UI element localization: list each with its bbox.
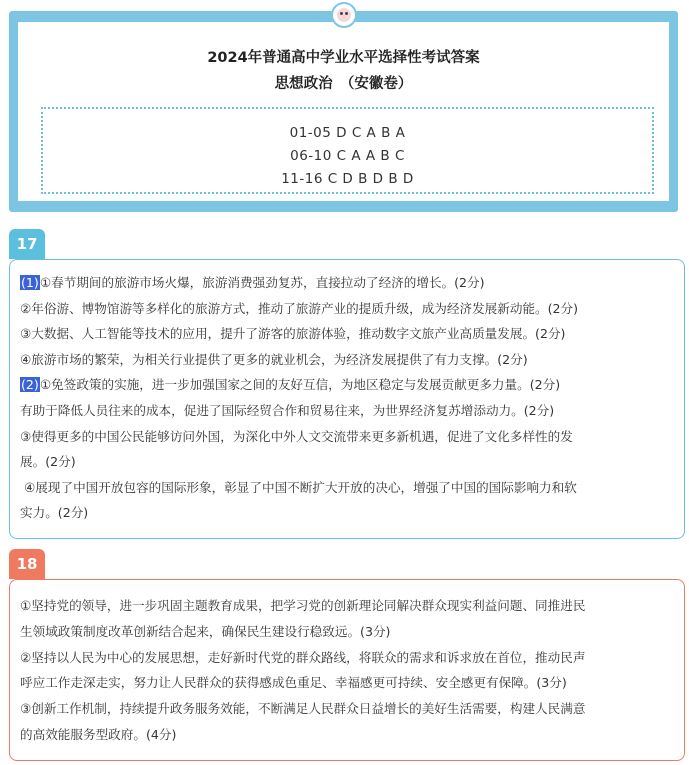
- answer-text: ②年俗游、博物馆游等多样化的旅游方式，推动了旅游产业的提质升级，成为经济发展新动能。(2分): [20, 300, 579, 316]
- question-17-badge: 17: [9, 229, 45, 259]
- answer-text: ④旅游市场的繁荣，为相关行业提供了更多的就业机会，为经济发展提供了有力支撑。(2分): [20, 351, 528, 367]
- header-inner: [18, 22, 669, 201]
- answers-line: 06-10 C A A B C: [290, 148, 405, 164]
- answer-key-header-card: [9, 11, 678, 212]
- answer-line: [20, 475, 674, 501]
- multiple-choice-answers-box: [41, 107, 654, 194]
- answer-text: ④展现了中国开放包容的国际形象，彰显了中国不断扩大开放的决心，增强了中国的国际影响力和软: [20, 479, 577, 495]
- question-17-answer-box: [9, 259, 685, 539]
- page-subtitle: 思想政治 （安徽卷）: [274, 76, 413, 92]
- answer-text: ①春节期间的旅游市场火爆，旅游消费强劲复苏，直接拉动了经济的增长。(2分): [39, 275, 485, 290]
- answers-line: 01-05 D C A B A: [289, 125, 406, 141]
- answer-line: [20, 449, 674, 475]
- answer-line: ①坚持党的领导，进一步巩固主题教育成果，把学习党的创新理论同解决群众现实利益问题、同推进民: [20, 598, 586, 613]
- question-18-badge: 18: [9, 549, 45, 579]
- answer-line: 呼应工作走深走实，努力让人民群众的获得感成色重足、幸福感更可持续、安全感更有保障。(3分): [20, 675, 567, 691]
- answer-line: 生领域政策制度改革创新结合起来，确保民生建设行稳致远。(3分): [20, 623, 391, 639]
- answer-text: ③使得更多的中国公民能够访问外国，为深化中外人文交流带来更多新机遇，促进了文化多样性的发: [20, 428, 573, 444]
- answer-text: 展。(2分): [20, 454, 76, 470]
- answer-text: 有助于降低人员往来的成本，促进了国际经贸合作和贸易往来，为世界经济复苏增添动力。(2分): [20, 402, 555, 418]
- answer-text: 实力。(2分): [20, 505, 89, 521]
- answer-text: ①免签政策的实施，进一步加强国家之间的友好互信，为地区稳定与发展贡献更多力量。(2分): [39, 377, 561, 393]
- answer-line: [20, 372, 674, 398]
- answer-line: [20, 500, 674, 526]
- answers-line: 11-16 C D B D B D: [281, 171, 414, 187]
- answer-text: ③大数据、人工智能等技术的应用，提升了游客的旅游体验，推动数字文旅产业高质量发展。(2分): [20, 326, 566, 342]
- question-18-answer-box: [9, 579, 685, 761]
- answer-line: ②坚持以人民为中心的发展思想，走好新时代党的群众路线，将联众的需求和诉求放在首位，推动民声: [20, 649, 586, 665]
- answer-line: [20, 321, 674, 347]
- sub-question-marker: (1): [21, 275, 39, 290]
- answer-line: 的高效能服务型政府。(4分): [20, 726, 177, 742]
- answer-line: ③创新工作机制，持续提升政务服务效能，不断满足人民群众日益增长的美好生活需要，构建人民满意: [20, 701, 586, 717]
- answer-line: [20, 270, 674, 296]
- sub-question-marker: (2): [21, 377, 39, 393]
- mascot-icon: [331, 2, 357, 28]
- answer-line: [20, 296, 674, 322]
- answer-line: [20, 424, 674, 450]
- answer-line: [20, 347, 674, 373]
- page-title: 2024年普通高中学业水平选择性考试答案: [207, 50, 480, 66]
- answer-line: [20, 398, 674, 424]
